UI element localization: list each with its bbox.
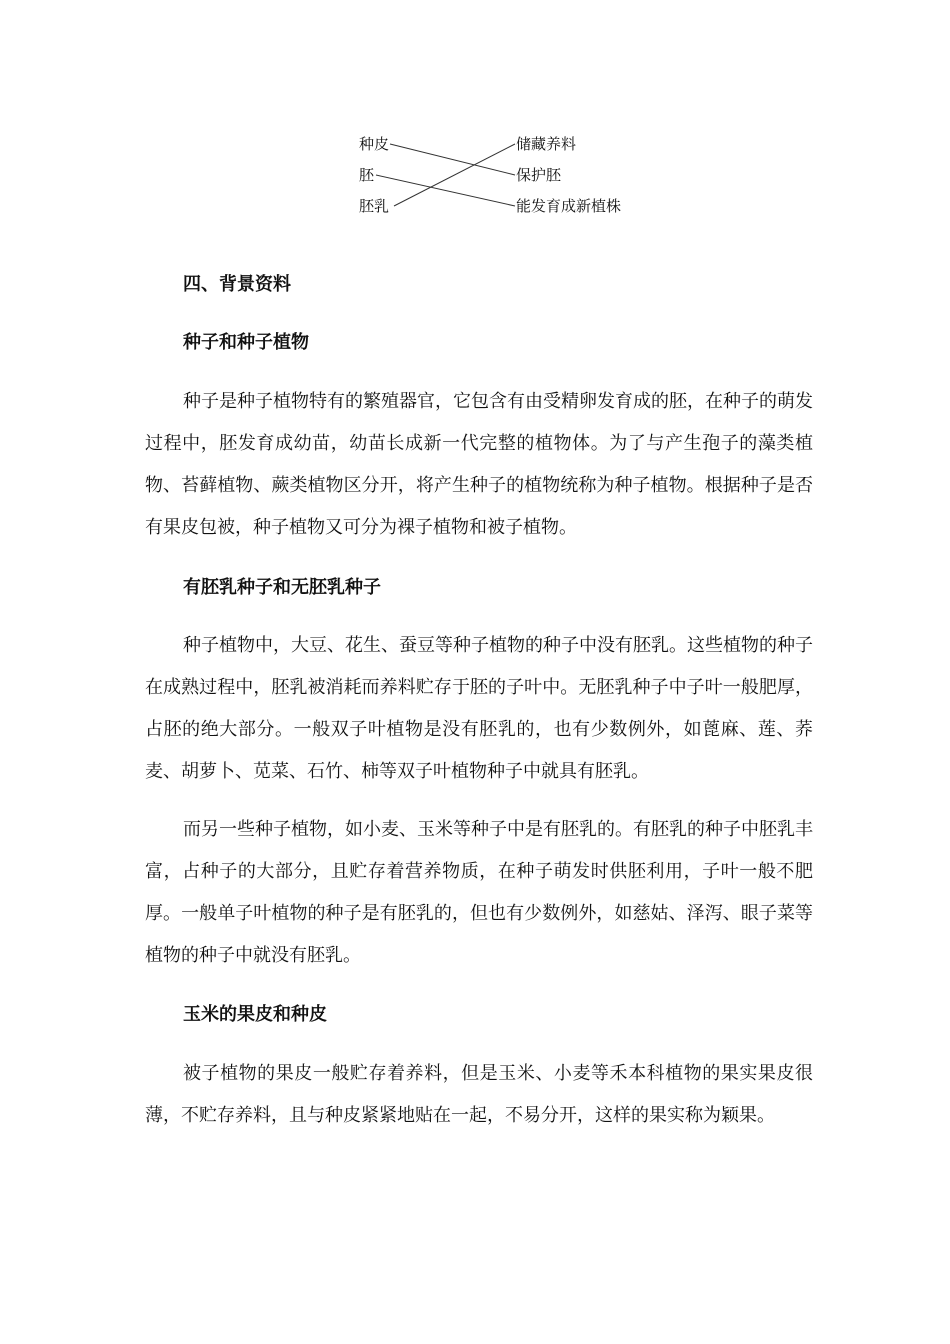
left-term-embryo: 胚	[359, 166, 375, 184]
heading-seeds-and-seed-plants: 种子和种子植物	[183, 332, 309, 353]
connector-endosperm-store	[394, 144, 515, 206]
heading-endosperm-seeds: 有胚乳种子和无胚乳种子	[183, 577, 381, 598]
paragraph-with-endosperm: 而另一些种子植物，如小麦、玉米等种子中是有胚乳的。有胚乳的种子中胚乳丰富，占种子的大部分，且贮存着营养物质，在种子萌发时供胚利用，子叶一般不肥厚。一般单子叶植物的种子是有胚乳的，但也有少数例外，如慈姑、泽泻、眼子菜等植物的种子中就没有胚乳。	[145, 819, 813, 966]
connector-seedcoat-protect	[390, 144, 515, 175]
right-term-protect: 保护胚	[516, 166, 562, 184]
right-term-store: 储藏养料	[516, 135, 577, 153]
right-term-develop: 能发育成新植株	[516, 197, 622, 215]
section-title: 四、背景资料	[183, 274, 291, 295]
matching-diagram	[350, 128, 650, 220]
left-term-endosperm: 胚乳	[359, 197, 390, 215]
left-term-seedcoat: 种皮	[359, 135, 390, 153]
paragraph-seeds: 种子是种子植物特有的繁殖器官，它包含有由受精卵发育成的胚，在种子的萌发过程中，胚发育成幼苗，幼苗长成新一代完整的植物体。为了与产生孢子的藻类植物、苔藓植物、蕨类植物区分开，将产生种子的植物统称为种子植物。根据种子是否有果皮包被，种子植物又可分为裸子植物和被子植物。	[145, 391, 813, 538]
heading-corn-pericarp: 玉米的果皮和种皮	[183, 1004, 327, 1025]
paragraph-corn: 被子植物的果皮一般贮存着养料，但是玉米、小麦等禾本科植物的果实果皮很薄，不贮存养料，且与种皮紧紧地贴在一起，不易分开，这样的果实称为颖果。	[145, 1063, 813, 1126]
paragraph-no-endosperm: 种子植物中，大豆、花生、蚕豆等种子植物的种子中没有胚乳。这些植物的种子在成熟过程中，胚乳被消耗而养料贮存于胚的子叶中。无胚乳种子中子叶一般肥厚，占胚的绝大部分。一般双子叶植物是没有胚乳的，也有少数例外，如蓖麻、莲、荞麦、胡萝卜、苋菜、石竹、柿等双子叶植物种子中就具有胚乳。	[145, 635, 813, 782]
